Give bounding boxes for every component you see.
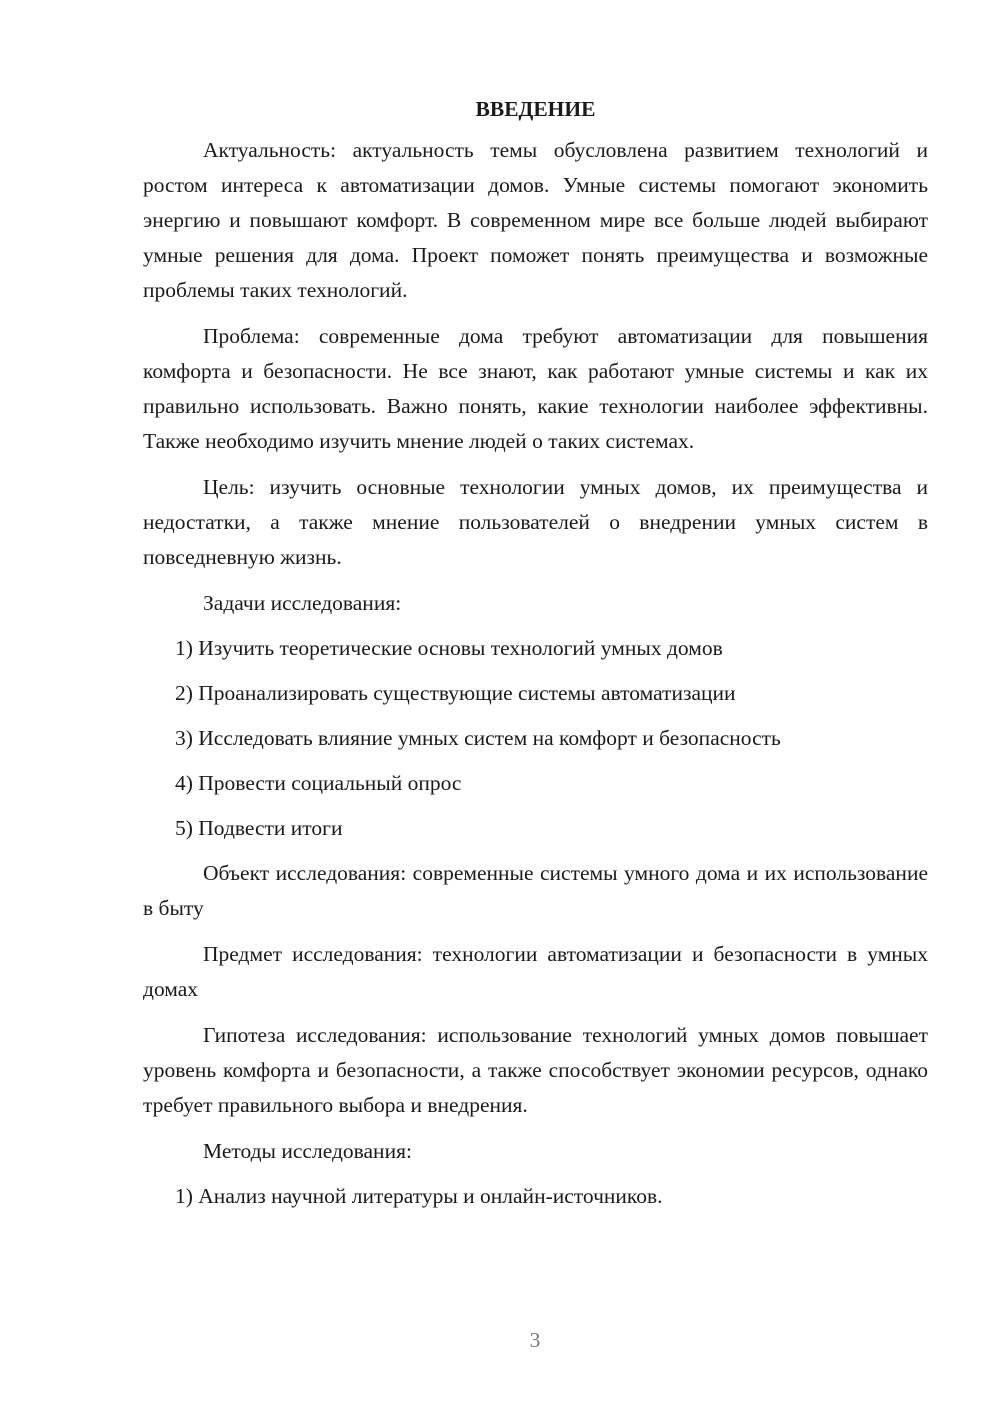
- list-item: 1) Анализ научной литературы и онлайн-источников.: [175, 1184, 663, 1208]
- methods-list: [143, 1179, 928, 1214]
- methods-heading: Методы исследования:: [203, 1139, 412, 1163]
- document-title: ВВЕДЕНИЕ: [475, 97, 596, 121]
- paragraph-subject: Предмет исследования: технологии автоматизации и безопасности в умных домах: [143, 942, 928, 1001]
- paragraph-object: Объект исследования: современные системы умного дома и их использование в быту: [143, 861, 928, 920]
- document-page: [143, 92, 928, 1224]
- tasks-list: [143, 631, 928, 846]
- tasks-heading: Задачи исследования:: [203, 591, 402, 615]
- list-item: 2) Проанализировать существующие системы автоматизации: [175, 681, 736, 705]
- list-item: 5) Подвести итоги: [175, 816, 343, 840]
- paragraph-hypothesis: Гипотеза исследования: использование технологий умных домов повышает уровень комфорта и безопасности, а также способствует экономии ресурсов, однако требует правильного выбора и внедрения.: [143, 1023, 928, 1117]
- paragraph-relevance: Актуальность: актуальность темы обусловлена развитием технологий и ростом интереса к автоматизации домов. Умные системы помогают экономить энергию и повышают комфорт. В современном мире все больше людей выбирают умные решения для дома. Проект поможет понять преимущества и возможные проблемы таких технологий.: [143, 138, 928, 302]
- page-number: 3: [529, 1328, 541, 1352]
- paragraph-goal: Цель: изучить основные технологии умных домов, их преимущества и недостатки, а также мнение пользователей о внедрении умных систем в повседневную жизнь.: [143, 475, 928, 569]
- list-item: 1) Изучить теоретические основы технологий умных домов: [175, 636, 723, 660]
- list-item: 3) Исследовать влияние умных систем на комфорт и безопасность: [175, 726, 781, 750]
- paragraph-problem: Проблема: современные дома требуют автоматизации для повышения комфорта и безопасности. Не все знают, как работают умные системы и как их правильно использовать. Важно понять, какие технологии наиболее эффективны. Также необходимо изучить мнение людей о таких системах.: [143, 324, 928, 453]
- list-item: 4) Провести социальный опрос: [175, 771, 462, 795]
